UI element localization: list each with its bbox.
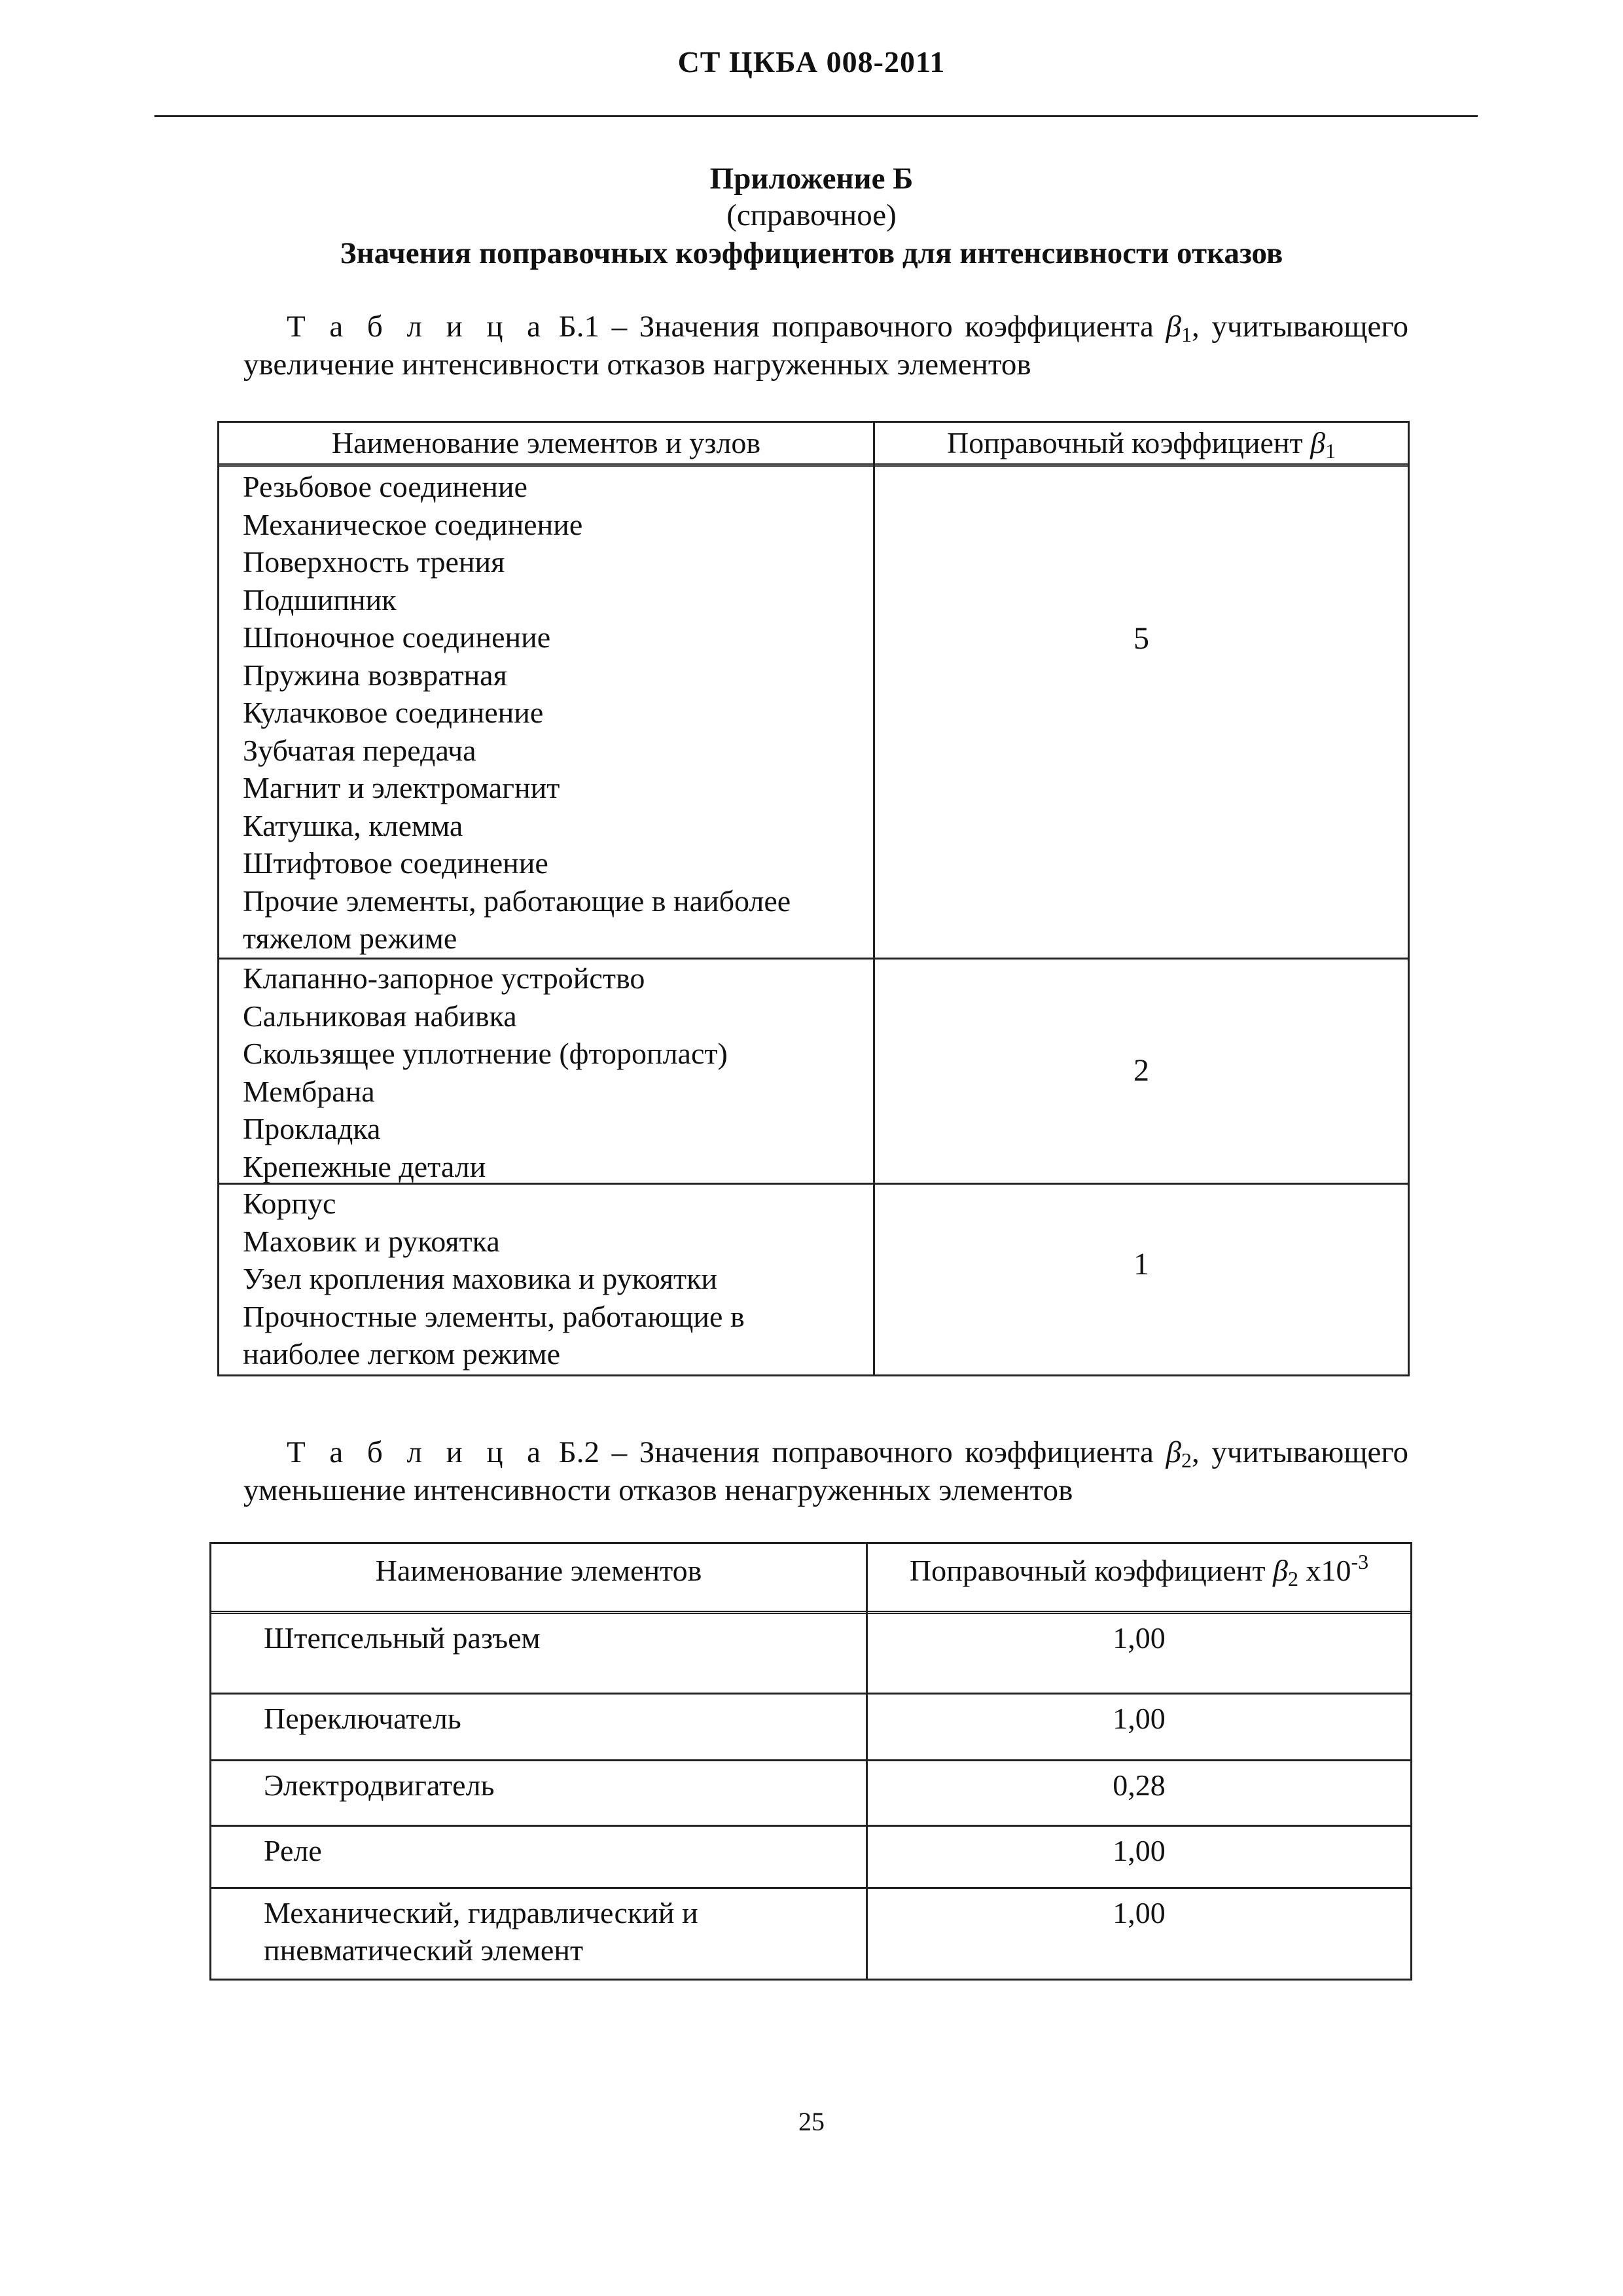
header-rule <box>154 115 1478 117</box>
table-row <box>211 1614 1410 1693</box>
appendix-heading: Значения поправочных коэффициентов для интенсивности отказов <box>340 236 1283 270</box>
table1-group-2 <box>219 958 1408 1185</box>
beta-symbol: β <box>1166 1435 1181 1469</box>
table2-header-row <box>211 1544 1410 1614</box>
table2-row-value: 1,00 <box>1113 1896 1166 1929</box>
table2-row-name: Механический, гидравлический и пневматический элемент <box>264 1896 698 1967</box>
list-item: Узел кропления маховика и рукоятки <box>243 1262 718 1295</box>
list-item: Скользящее уплотнение (фторопласт) <box>243 1037 728 1070</box>
table2-row-name: Электродвигатель <box>264 1768 495 1802</box>
table2-row-value: 1,00 <box>1113 1702 1166 1735</box>
list-item: Маховик и рукоятка <box>243 1224 500 1258</box>
table-row <box>211 1825 1410 1889</box>
list-item: Прокладка <box>243 1112 381 1145</box>
page-number: 25 <box>798 2107 825 2136</box>
table1 <box>217 421 1410 1376</box>
table1-group-3 <box>219 1183 1408 1378</box>
list-item: Корпус <box>243 1187 336 1220</box>
list-item: Штифтовое соединение <box>243 846 548 880</box>
table-row <box>211 1759 1410 1827</box>
list-item: Прочностные элементы, работающие в <box>243 1299 745 1333</box>
list-item: наиболее легком режиме <box>243 1337 561 1371</box>
table1-group-1 <box>219 467 1408 958</box>
table2-row-value: 1,00 <box>1113 1621 1166 1655</box>
list-item: Катушка, клемма <box>243 808 463 842</box>
table1-group-2-items <box>243 960 858 1185</box>
beta-symbol: β <box>1166 310 1181 344</box>
list-item: Сальниковая набивка <box>243 999 517 1033</box>
table1-caption <box>243 308 1408 384</box>
list-item: Механическое соединение <box>243 507 583 541</box>
list-item: Поверхность трения <box>243 545 505 579</box>
table1-header-name: Наименование элементов и узлов <box>331 426 761 459</box>
table2-header-name: Наименование элементов <box>375 1554 702 1587</box>
table2-row-value: 1,00 <box>1113 1834 1166 1867</box>
document-code: СТ ЦКБА 008-2011 <box>677 45 946 79</box>
table2-caption-line2: уменьшение интенсивности отказов ненагруженных элементов <box>243 1473 1073 1507</box>
list-item: Подшипник <box>243 583 397 617</box>
list-item: Клапанно-запорное устройство <box>243 961 645 995</box>
list-item: Кулачковое соединение <box>243 696 544 729</box>
table2-row-name: Реле <box>264 1834 322 1867</box>
table2-caption-line1: Т а б л и ц а Б.2 – Значения поправочного коэффициента $\beta_2$, учитывающего <box>287 1435 1408 1472</box>
list-item: Прочие элементы, работающие в наиболее <box>243 884 791 918</box>
table1-caption-line1: Т а б л и ц а Б.1 – Значения поправочного коэффициента $\beta_1$, учитывающего <box>287 310 1408 346</box>
list-item: Шпоночное соединение <box>243 620 551 654</box>
table1-group-3-items <box>243 1185 858 1373</box>
list-item: Крепежные детали <box>243 1149 486 1183</box>
table2-header-coef: Поправочный коэффициент $\beta_2$ $x10^{-3}$ <box>909 1550 1369 1590</box>
appendix-title: Приложение Б <box>709 162 914 196</box>
list-item: Магнит и электромагнит <box>243 771 560 804</box>
list-item: Зубчатая передача <box>243 733 476 767</box>
list-item: Резьбовое соединение <box>243 470 527 503</box>
table2-caption <box>243 1433 1408 1509</box>
table-row <box>211 1887 1410 1981</box>
table-row <box>211 1693 1410 1761</box>
table2-row-name: Переключатель <box>264 1702 461 1735</box>
table2 <box>209 1542 1412 1981</box>
table1-group-3-coefficient: 1 <box>1133 1247 1149 1282</box>
table2-row-value: 0,28 <box>1113 1768 1166 1802</box>
list-item: Мембрана <box>243 1074 375 1108</box>
table1-header-row <box>219 423 1408 467</box>
table1-group-1-items <box>243 468 858 958</box>
list-item: тяжелом режиме <box>243 922 457 955</box>
table1-group-2-coefficient: 2 <box>1133 1053 1149 1088</box>
table2-row-name: Штепсельный разъем <box>264 1621 541 1655</box>
table1-caption-line2: увеличение интенсивности отказов нагруженных элементов <box>243 348 1031 382</box>
table1-group-1-coefficient: 5 <box>1133 621 1149 656</box>
appendix-note: (справочное) <box>726 198 897 232</box>
list-item: Пружина возвратная <box>243 658 507 692</box>
table1-header-coef: Поправочный коэффициент $\beta_1$ <box>946 426 1336 463</box>
